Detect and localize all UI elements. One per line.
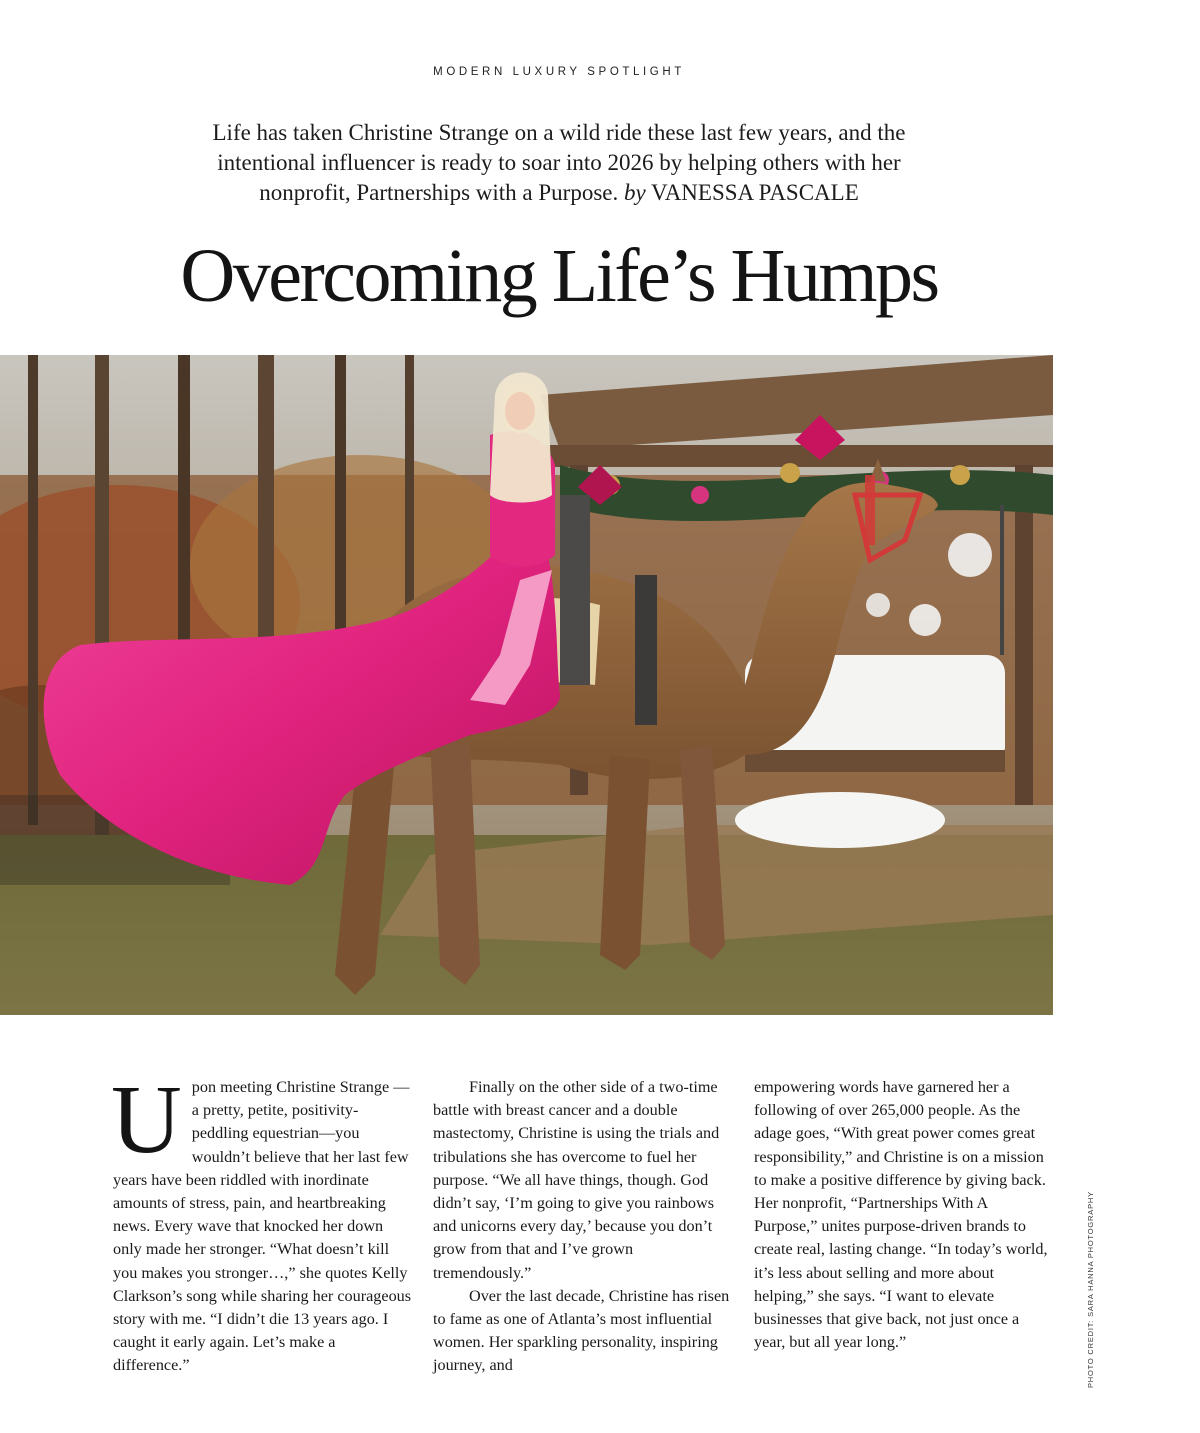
- article-column-3: [754, 1076, 1054, 1354]
- article-headline: Overcoming Life’s Humps: [180, 234, 938, 318]
- article-paragraph: pon meeting Christine Strange —a pretty, petite, positivity-peddling equestrian—you wouldn’t believe that her last few years have been riddled with inordinate amounts of stress, pain, and heartbreaking news. Every wave that knocked her down only made her stronger. “What doesn’t kill you makes you stronger…,” she quotes Kelly Clarkson’s song while sharing her courageous story with me. “I didn’t die 13 years ago. I caught it early again. Let’s make a difference.”: [113, 1078, 412, 1375]
- article-deck: [180, 118, 938, 208]
- section-kicker: MODERN LUXURY SPOTLIGHT: [433, 66, 685, 78]
- byline-label: by: [623, 180, 646, 205]
- article-column-1: [111, 1066, 413, 1378]
- article-paragraph: empowering words have garnered her a following of over 265,000 people. As the adage goes, “With great power comes great responsibility,” and Christine is on a mission to make a positive difference by giving back. Her nonprofit, “Partnerships With A Purpose,” unites purpose-driven brands to create real, lasting change. “In today’s world, it’s less about selling and more about helping,” she says. “I want to elevate businesses that give back, not just once a year, but all year long.”: [754, 1078, 1048, 1352]
- article-column-2: [433, 1076, 733, 1378]
- drop-cap: U: [111, 1066, 182, 1174]
- article-paragraph: Over the last decade, Christine has risen to fame as one of Atlanta’s most influential women. Her sparkling personality, inspiring journey, and: [433, 1286, 730, 1375]
- photo-credit: PHOTO CREDIT: SARA HANNA PHOTOGRAPHY: [1086, 1191, 1095, 1388]
- feature-photo: [0, 355, 1053, 1015]
- deck-text: Life has taken Christine Strange on a wild ride these last few years, and the intentional influencer is ready to soar into 2026 by helping others with her nonprofit, Partnerships with a Purpose.: [212, 120, 906, 205]
- article-paragraph: Finally on the other side of a two-time battle with breast cancer and a double mastectomy, Christine is using the trials and tribulations she has overcome to fuel her purpose. “We all have things, though. God didn’t say, ‘I’m going to give you rainbows and unicorns every day,’ because you don’t grow from that and I’ve grown tremendously.”: [433, 1078, 720, 1282]
- byline-author: VANESSA PASCALE: [651, 180, 859, 205]
